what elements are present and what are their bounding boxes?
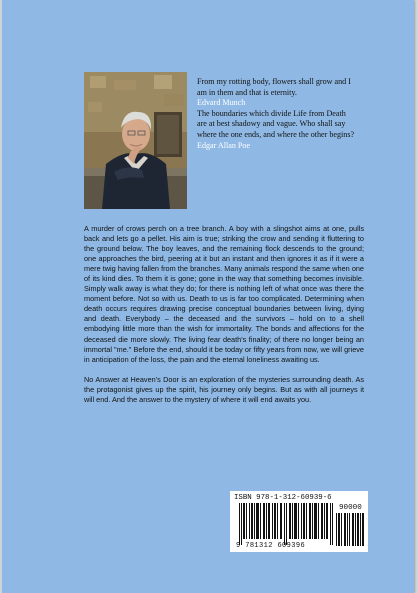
ean-first-digit: 9 xyxy=(236,542,241,550)
ean-right-group: 609396 xyxy=(277,542,306,550)
price-code: 90000 xyxy=(339,504,362,512)
barcode-bars-icon xyxy=(239,503,333,545)
quote-munch: From my rotting body, flowers shall grow and I am in them and that is eternity. xyxy=(197,77,351,97)
epigraph-quotes xyxy=(197,77,357,151)
price-addon-bars-icon xyxy=(336,513,364,546)
isbn-barcode xyxy=(230,491,368,552)
quote-author-poe: Edgar Allan Poe xyxy=(197,140,251,150)
quote-author-munch: Edvard Munch xyxy=(197,98,246,108)
author-photo-image xyxy=(84,72,187,209)
author-photo xyxy=(84,72,187,209)
synopsis-paragraph-1: A murder of crows perch on a tree branch. A boy with a slingshot aims at one, pulls back and lets go a pellet. His aim is true; striking the crow and sending it fluttering to the ground below. The boy leaves, and the remaining flock descends to the ground; one approaches the bird, peering at it but an instant and then ignores it as if it were a mere twig having fallen from the branches. Many animals respond the same when one of its kind dies. To them it is gone; gone in the way that something becomes invisible. Simply walk away is what they do; for there is nothing left of what once was there the moment before. Not so with us. Death to us is far too complicated. Determining when death occurs requires drawing precise conceptual boundaries between living, dying and death. Everybody – the deceased and the survivors – hold on to a shell embodying little more than the wish for immortality. The bonds and affections for the deceased die more slowly. The living fear death's finality; of there no longer being an immortal "me." Before the end, should it be today or fifty years from now, we will grieve in anticipation of the loss, the pain and the eternal loneliness awaiting us. xyxy=(84,224,364,364)
isbn-number: ISBN 978-1-312-60939-6 xyxy=(234,494,332,502)
synopsis-paragraph-2: No Answer at Heaven's Door is an exploration of the mysteries surrounding death. As the protagonist gives up the spirit, his journey only begins. But as with all journeys it will end. And the answer to the mystery of where it will end awaits you. xyxy=(84,374,364,404)
ean-left-group: 781312 xyxy=(245,542,273,550)
quote-poe: The boundaries which divide Life from Death are at best shadowy and vague. Who shall say where the one ends, and where the other begins? xyxy=(197,108,355,139)
back-cover xyxy=(2,0,414,593)
ean-digits xyxy=(236,542,305,550)
synopsis xyxy=(84,224,364,415)
